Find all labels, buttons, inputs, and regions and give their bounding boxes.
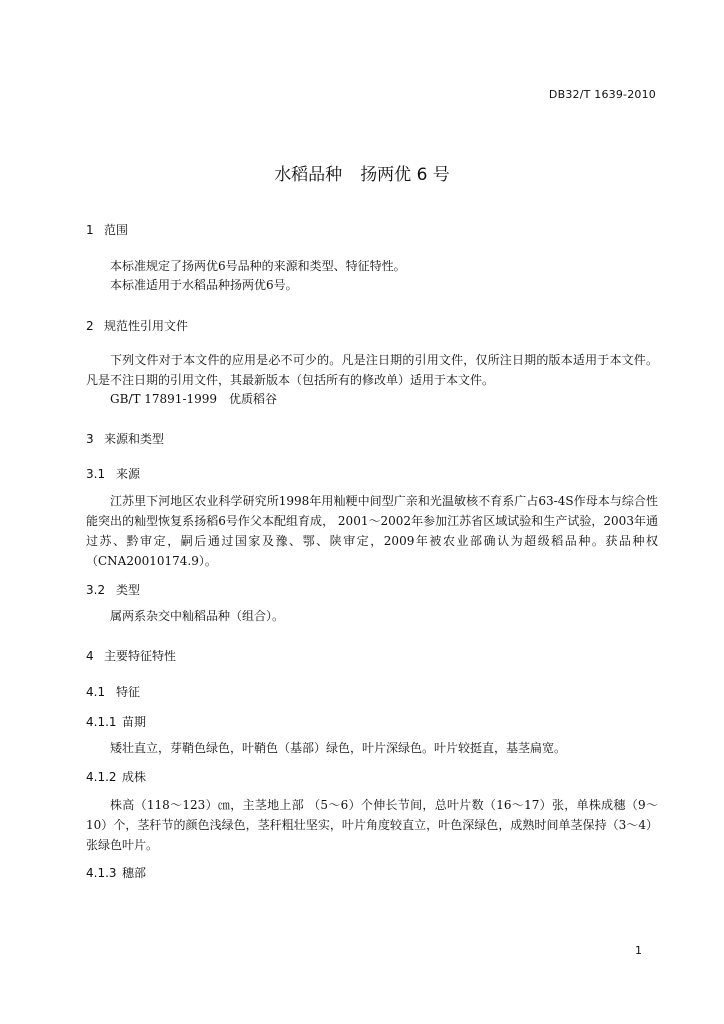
section-heading-4-1-2 (86, 768, 146, 785)
title-part1: 水稻品种 (274, 165, 343, 185)
title-part2: 扬两优 6 号 (360, 165, 450, 185)
section-title: 特征 (116, 685, 141, 699)
paragraph: 本标准规定了扬两优6号品种的来源和类型、特征特性。 (110, 259, 406, 273)
section-title: 主要特征特性 (104, 649, 177, 663)
paragraph: 属两系杂交中籼稻品种（组合）。 (110, 609, 285, 623)
page-number: 1 (635, 944, 642, 957)
paragraph: 下列文件对于本文件的应用是必不可少的。凡是注日期的引用文件，仅所注日期的版本适用于本文件。凡是不注日期的引用文件，其最新版本（包括所有的修改单）适用于本文件。 (86, 353, 658, 387)
section-heading-3 (86, 430, 164, 447)
section-heading-4-1-3 (86, 864, 146, 881)
section-number: 4 (86, 649, 94, 663)
section-title: 范围 (104, 223, 129, 237)
section-number: 3.2 (86, 583, 106, 597)
section-title: 成株 (122, 770, 147, 784)
section-title: 苗期 (122, 715, 147, 729)
section-heading-2 (86, 317, 188, 334)
standard-number: DB32/T 1639-2010 (548, 88, 656, 101)
paragraph: 江苏里下河地区农业科学研究所1998年用籼粳中间型广亲和光温敏核不育系广占63-4S作母本与综合性能突出的籼型恢复系扬稻6号作父本配组育成， 2001～2002年参加江苏省区域试验和生产试验，2003年通过苏、黔审定，嗣后通过国家及豫、鄂、陕审定，2009年被农业部确认为超级稻品种。获品种权（CNA20010174.9）。 (86, 494, 658, 568)
section-heading-4 (86, 647, 176, 664)
paragraph: 本标准适用于水稻品种扬两优6号。 (110, 278, 298, 292)
section-heading-3-2 (86, 581, 140, 598)
section-number: 3 (86, 432, 94, 446)
section-heading-4-1 (86, 683, 140, 700)
paragraph: 株高（118～123）㎝，主茎地上部 （5～6）个伸长节间，总叶片数（16～17）张，单株成穗（9～10）个，茎秆节的颜色浅绿色，茎秆粗壮坚实，叶片角度较直立，叶色深绿色，成熟时间单茎保持（3～4）张绿色叶片。 (86, 798, 658, 852)
document-title (0, 160, 724, 185)
section-number: 2 (86, 319, 94, 333)
section-title: 来源 (116, 467, 141, 481)
section-title: 来源和类型 (104, 432, 165, 446)
section-heading-3-1 (86, 465, 140, 482)
section-number: 1 (86, 223, 94, 237)
section-number: 3.1 (86, 467, 106, 481)
section-number: 4.1.3 (86, 866, 117, 880)
section-title: 规范性引用文件 (104, 319, 189, 333)
paragraph: 矮壮直立，芽鞘色绿色，叶鞘色（基部）绿色，叶片深绿色。叶片较挺直，基茎扁宽。 (110, 741, 567, 755)
normative-reference: GB/T 17891-1999 优质稻谷 (110, 392, 278, 406)
section-heading-4-1-1 (86, 713, 146, 730)
section-number: 4.1 (86, 685, 106, 699)
section-title: 类型 (116, 583, 141, 597)
section-number: 4.1.1 (86, 715, 117, 729)
section-title: 穗部 (122, 866, 147, 880)
section-number: 4.1.2 (86, 770, 117, 784)
section-heading-1 (86, 221, 128, 238)
